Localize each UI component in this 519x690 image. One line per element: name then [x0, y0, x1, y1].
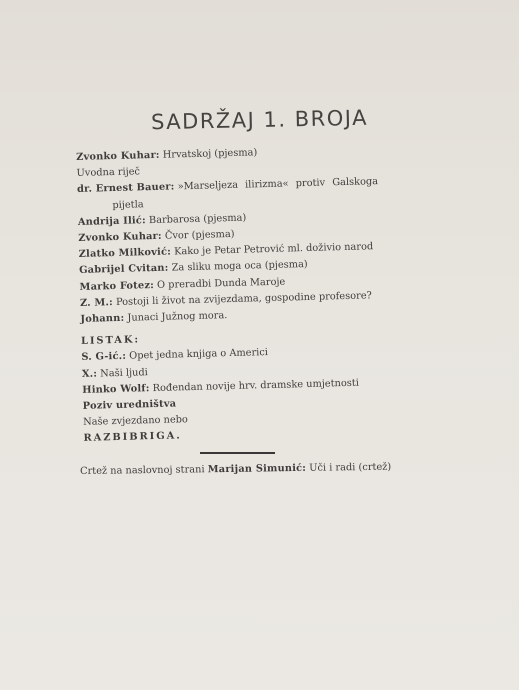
- table-of-contents: [76, 140, 484, 448]
- entry-title: O preradbi Dunda Maroje: [156, 276, 286, 291]
- entry-title: Rođendan novije hrv. dramske umjetnosti: [152, 377, 360, 394]
- page-title: SADRŽAJ 1. BROJA: [150, 105, 369, 135]
- cover-credit: [80, 460, 480, 477]
- entry-title: Junaci Južnog mora.: [127, 310, 228, 324]
- entry-author: Marko Fotez:: [79, 279, 155, 293]
- entry-title: Opet jedna knjiga o Americi: [129, 347, 269, 363]
- entry-title: Čvor (pjesma): [164, 228, 235, 242]
- entry-title: Naši ljudi: [100, 366, 148, 380]
- entry-author: Zlatko Milković:: [78, 246, 172, 261]
- entry-author: Zvonko Kuhar:: [76, 149, 160, 163]
- entry-author: Z. M.:: [79, 296, 114, 309]
- entry-title: Hrvatskoj (pjesma): [162, 147, 258, 161]
- entry-title: Za sliku moga oca (pjesma): [171, 259, 308, 274]
- entry-author: Zvonko Kuhar:: [78, 230, 162, 244]
- entry-author: Gabrijel Cvitan:: [79, 263, 169, 277]
- entry-author: Hinko Wolf:: [82, 383, 150, 396]
- closing-section: RAZBIBRIGA.: [83, 430, 182, 445]
- credit-prefix: Crtež na naslovnoj strani: [80, 464, 205, 477]
- listak-heading: LISTAK:: [80, 334, 141, 348]
- entry-title: pijetla: [112, 198, 144, 211]
- entry-title: Uvodna riječ: [76, 166, 141, 180]
- entry-title: Barbarosa (pjesma): [148, 212, 247, 226]
- divider-line: [200, 452, 275, 454]
- entry-title: Postoji li život na zvijezdama, gospodine profesore?: [115, 290, 372, 308]
- entry-author: Poziv uredništva: [82, 398, 177, 412]
- entry-title: Kako je Petar Petrović ml. doživio narod: [173, 241, 374, 258]
- entry-title: Naše zvjezdano nebo: [82, 414, 189, 429]
- entry-author: dr. Ernest Bauer:: [76, 181, 175, 196]
- entry-author: X.:: [81, 368, 98, 380]
- credit-author: Marijan Simunić:: [207, 462, 307, 476]
- entry-author: Johann:: [80, 312, 125, 325]
- entry-title: »Marseljeza ilirizma« protiv Galskoga: [177, 176, 379, 193]
- credit-title: Uči i radi (crtež): [309, 461, 392, 474]
- entry-author: S. G-ić.:: [81, 351, 127, 364]
- entry-author: Andrija Ilić:: [77, 215, 146, 228]
